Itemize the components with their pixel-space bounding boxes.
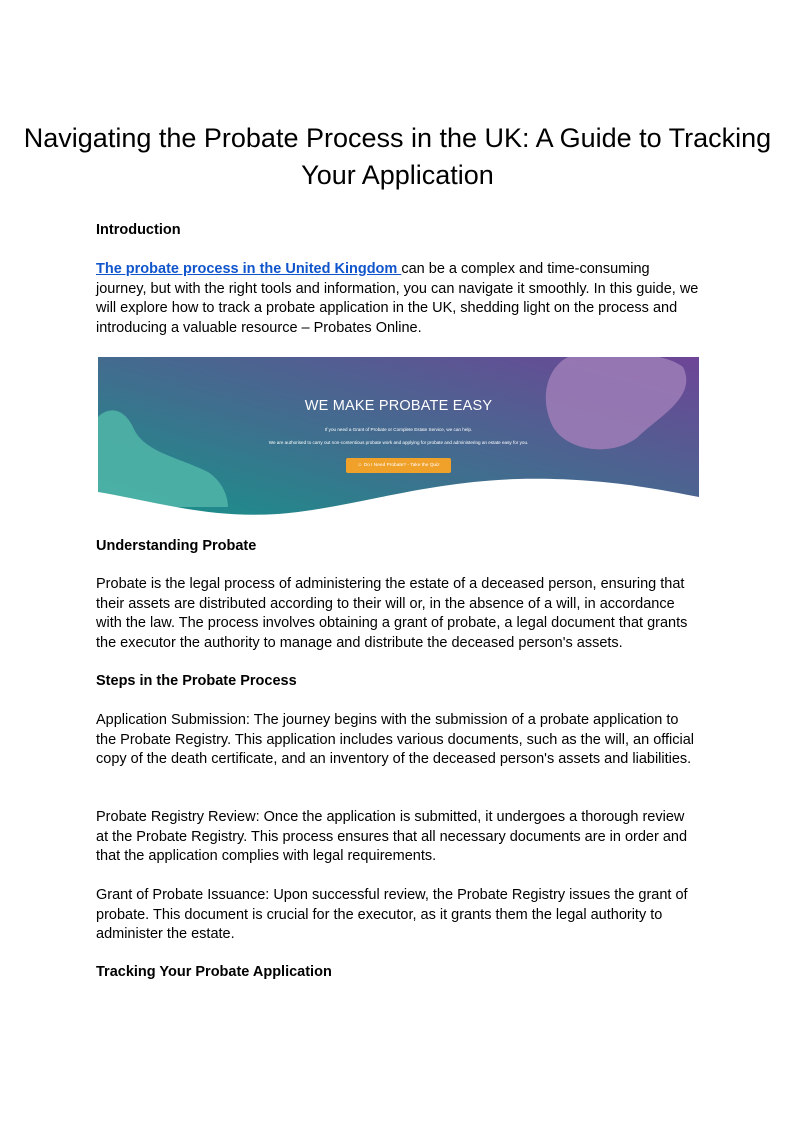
probate-process-link[interactable]: The probate process in the United Kingdom <box>96 261 402 277</box>
steps-heading: Steps in the Probate Process <box>96 673 297 689</box>
intro-paragraph <box>96 260 700 338</box>
page-title: Navigating the Probate Process in the UK: A Guide to Tracking Your Application <box>23 123 772 190</box>
promo-banner <box>98 357 699 527</box>
quiz-button[interactable] <box>346 458 451 473</box>
understanding-heading: Understanding Probate <box>96 538 257 554</box>
understanding-paragraph: Probate is the legal process of administering the estate of a deceased person, ensuring that their assets are distributed according to their will or, in the absence of a will, in accordance with the law. The process involves obtaining a grant of probate, a legal document that grants the executor the authority to manage and distribute the deceased person's assets. <box>96 576 688 651</box>
banner-subtext-1: If you need a Grant of Probate or Complete Estate Service, we can help. <box>324 427 473 432</box>
banner-subtext-2: We are authorised to carry out non-contentious probate work and applying for probate and administering an estate easy for you. <box>268 440 529 445</box>
quiz-button-label: Do I Need Probate? - Take the Quiz <box>363 463 440 468</box>
quiz-icon: ☺ <box>357 463 364 468</box>
banner-headline: WE MAKE PROBATE EASY <box>304 398 493 414</box>
tracking-heading: Tracking Your Probate Application <box>96 964 332 980</box>
step-paragraph-issuance: Grant of Probate Issuance: Upon successful review, the Probate Registry issues the grant of probate. This document is crucial for the executor, as it grants them the legal authority to administer the estate. <box>96 887 688 942</box>
step-paragraph-review: Probate Registry Review: Once the application is submitted, it undergoes a thorough review at the Probate Registry. This process ensures that all necessary documents are in order and that the application complies with legal requirements. <box>96 809 688 864</box>
intro-text: can be a complex and time-consuming journey, but with the right tools and information, you can navigate it smoothly. In this guide, we will explore how to track a probate application in the UK, shedding light on the process and introducing a valuable resource – Probates Online. <box>96 261 699 336</box>
step-paragraph-application: Application Submission: The journey begins with the submission of a probate application to the Probate Registry. This application includes various documents, such as the will, an official copy of the death certificate, and an inventory of the deceased person's assets and liabilities. <box>96 712 695 767</box>
intro-heading: Introduction <box>96 222 181 238</box>
